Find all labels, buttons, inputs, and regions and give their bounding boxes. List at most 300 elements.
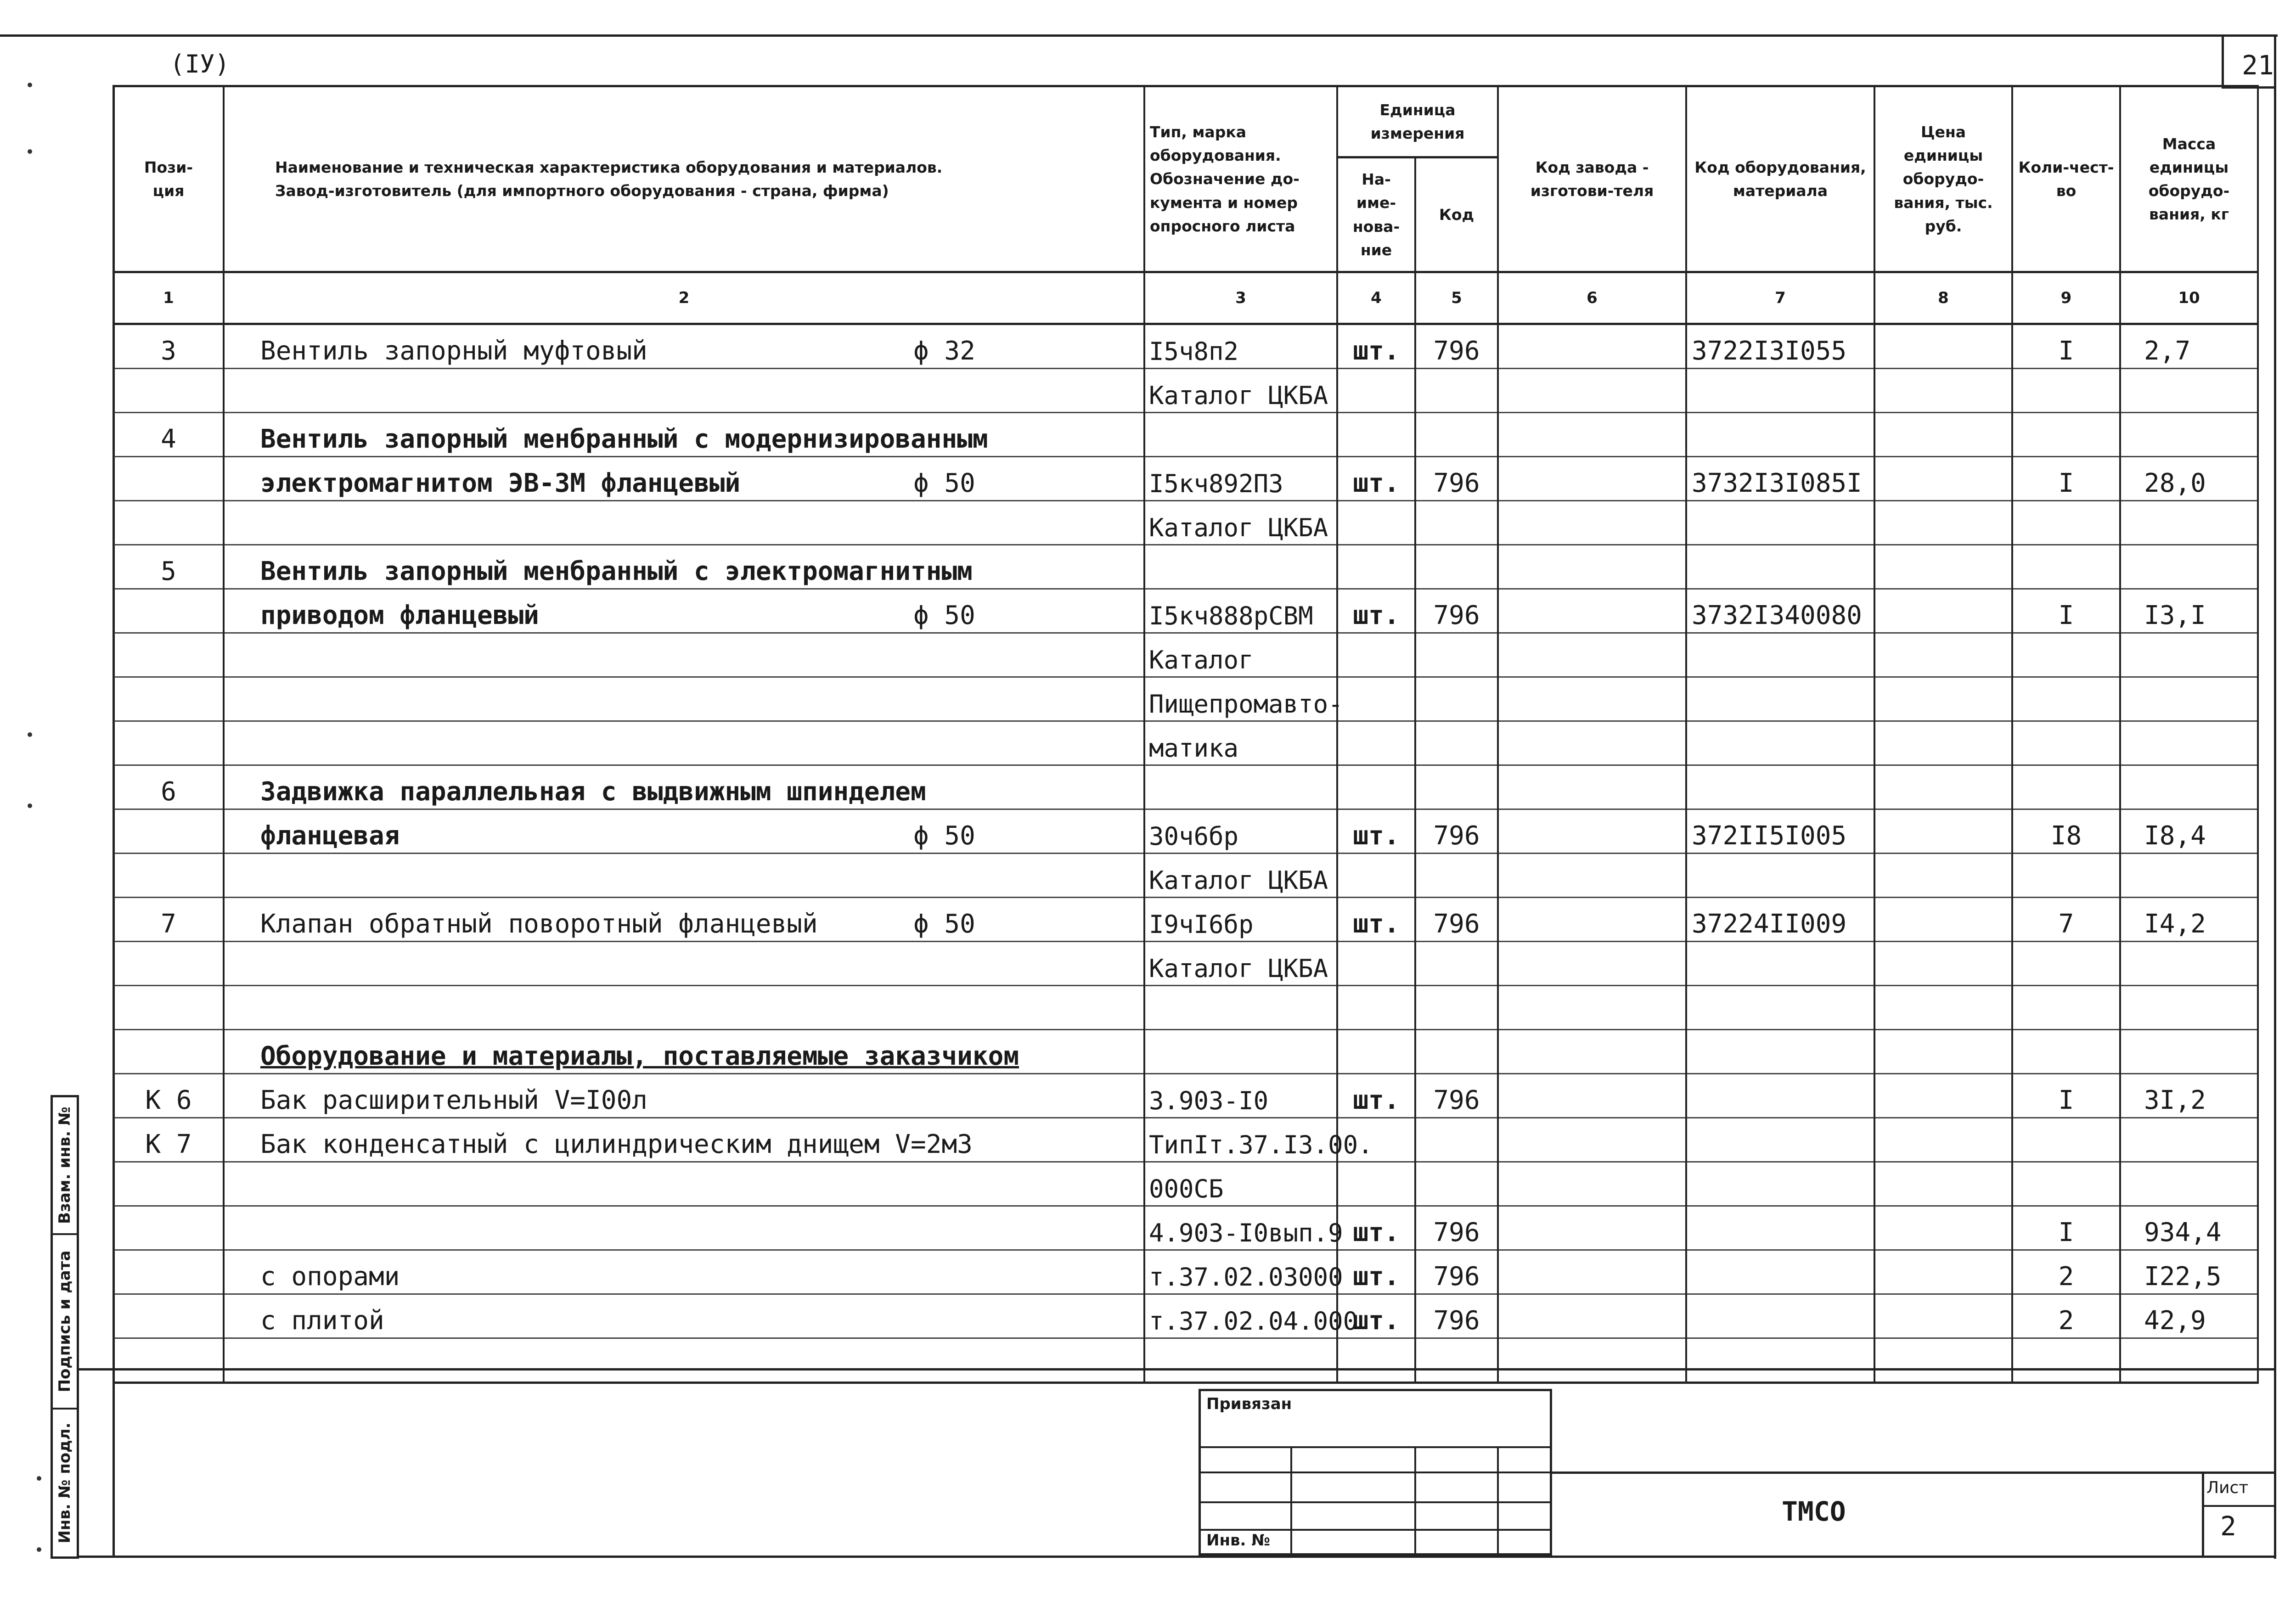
unit-name-cell bbox=[1337, 369, 1415, 413]
position-cell: 5 bbox=[113, 545, 224, 589]
equipment-code-cell bbox=[1686, 1338, 1874, 1383]
equipment-code-cell: 3732I340080 bbox=[1686, 589, 1874, 633]
unit-name-cell: шт. bbox=[1337, 1250, 1415, 1294]
plant-code-cell bbox=[1498, 1030, 1686, 1074]
tb-line bbox=[1290, 1446, 1292, 1556]
title-block-top-line bbox=[1552, 1472, 2276, 1474]
plant-code-cell bbox=[1498, 633, 1686, 677]
type-cell: т.37.02.04.000 bbox=[1144, 1294, 1337, 1338]
price-cell bbox=[1874, 545, 2012, 589]
column-number: 7 bbox=[1686, 272, 1874, 324]
header-price: Цена единицы оборудо-вания, тыс. руб. bbox=[1874, 86, 2012, 272]
table-row bbox=[113, 457, 2258, 501]
unit-code-cell: 796 bbox=[1415, 457, 1498, 501]
tb-line bbox=[1497, 1446, 1499, 1556]
sheet-box-line bbox=[2202, 1472, 2204, 1556]
header-quantity: Коли-чест-во bbox=[2012, 86, 2120, 272]
position-cell: 4 bbox=[113, 413, 224, 457]
table-row bbox=[113, 545, 2258, 589]
name-cell bbox=[224, 413, 1144, 457]
type-cell bbox=[1144, 986, 1337, 1030]
mass-cell: 3I,2 bbox=[2120, 1074, 2258, 1118]
plant-code-cell bbox=[1498, 854, 1686, 898]
plant-code-cell bbox=[1498, 1294, 1686, 1338]
header-unit-name: На-име-нова-ние bbox=[1337, 157, 1415, 272]
plant-code-cell bbox=[1498, 324, 1686, 369]
position-cell bbox=[113, 677, 224, 721]
quantity-cell bbox=[2012, 545, 2120, 589]
position-cell bbox=[113, 1294, 224, 1338]
column-number: 9 bbox=[2012, 272, 2120, 324]
equipment-code-cell bbox=[1686, 413, 1874, 457]
name-cell bbox=[224, 589, 1144, 633]
position-cell bbox=[113, 369, 224, 413]
mass-cell bbox=[2120, 1338, 2258, 1383]
column-numbers-row bbox=[113, 272, 2258, 324]
equipment-code-cell: 3722I3I055 bbox=[1686, 324, 1874, 369]
mass-cell bbox=[2120, 765, 2258, 809]
name-cell bbox=[224, 1030, 1144, 1074]
type-cell: Каталог ЦКБА bbox=[1144, 501, 1337, 545]
position-cell bbox=[113, 589, 224, 633]
column-number: 8 bbox=[1874, 272, 2012, 324]
plant-code-cell bbox=[1498, 1250, 1686, 1294]
unit-name-cell: шт. bbox=[1337, 898, 1415, 942]
quantity-cell bbox=[2012, 633, 2120, 677]
price-cell bbox=[1874, 633, 2012, 677]
table-row bbox=[113, 721, 2258, 765]
unit-name-cell bbox=[1337, 942, 1415, 986]
plant-code-cell bbox=[1498, 457, 1686, 501]
unit-code-cell: 796 bbox=[1415, 898, 1498, 942]
item-name: с опорами bbox=[260, 1262, 400, 1292]
name-cell bbox=[224, 501, 1144, 545]
position-cell bbox=[113, 1162, 224, 1206]
table-row bbox=[113, 413, 2258, 457]
header-plant-code: Код завода - изготови-теля bbox=[1498, 86, 1686, 272]
item-name: с плитой bbox=[260, 1306, 384, 1336]
type-cell: матика bbox=[1144, 721, 1337, 765]
column-number: 6 bbox=[1498, 272, 1686, 324]
specification-table bbox=[113, 85, 2259, 1384]
unit-name-cell bbox=[1337, 633, 1415, 677]
page-number: 21 bbox=[2242, 50, 2274, 81]
type-cell bbox=[1144, 1338, 1337, 1383]
table-row bbox=[113, 1118, 2258, 1162]
header-equipment-code: Код оборудования, материала bbox=[1686, 86, 1874, 272]
position-cell bbox=[113, 1206, 224, 1250]
nominal-diameter: ϕ 50 bbox=[913, 909, 975, 939]
unit-name-cell: шт. bbox=[1337, 809, 1415, 854]
table-row bbox=[113, 1294, 2258, 1338]
quantity-cell: 7 bbox=[2012, 898, 2120, 942]
unit-name-cell: шт. bbox=[1337, 1074, 1415, 1118]
plant-code-cell bbox=[1498, 677, 1686, 721]
item-name: Клапан обратный поворотный фланцевый bbox=[260, 909, 818, 939]
name-cell bbox=[224, 1294, 1144, 1338]
column-number: 2 bbox=[224, 272, 1144, 324]
quantity-cell: 2 bbox=[2012, 1250, 2120, 1294]
unit-code-cell bbox=[1415, 1030, 1498, 1074]
attached-label: Привязан bbox=[1206, 1395, 1292, 1413]
sheet-label: Лист bbox=[2206, 1478, 2249, 1497]
quantity-cell bbox=[2012, 1162, 2120, 1206]
plant-code-cell bbox=[1498, 1206, 1686, 1250]
mass-cell bbox=[2120, 721, 2258, 765]
type-cell: ТипIт.37.I3.00. bbox=[1144, 1118, 1337, 1162]
table-row bbox=[113, 1250, 2258, 1294]
attachment-block bbox=[1199, 1389, 1552, 1556]
mass-cell bbox=[2120, 545, 2258, 589]
plant-code-cell bbox=[1498, 501, 1686, 545]
sheet-id: (IУ) bbox=[170, 50, 230, 79]
plant-code-cell bbox=[1498, 1118, 1686, 1162]
item-name: электромагнитом ЭВ-3М фланцевый bbox=[260, 468, 741, 498]
price-cell bbox=[1874, 854, 2012, 898]
header-mass: Масса единицы оборудо-вания, кг bbox=[2120, 86, 2258, 272]
plant-code-cell bbox=[1498, 809, 1686, 854]
stamp-original-inv-label: Инв. № подл. bbox=[56, 1422, 74, 1544]
quantity-cell bbox=[2012, 413, 2120, 457]
column-number: 3 bbox=[1144, 272, 1337, 324]
quantity-cell bbox=[2012, 1338, 2120, 1383]
mass-cell bbox=[2120, 413, 2258, 457]
stamp-inv-number-label: Взам. инв. № bbox=[56, 1106, 74, 1224]
price-cell bbox=[1874, 677, 2012, 721]
unit-code-cell: 796 bbox=[1415, 324, 1498, 369]
nominal-diameter: ϕ 50 bbox=[913, 601, 975, 630]
mass-cell bbox=[2120, 986, 2258, 1030]
position-cell bbox=[113, 501, 224, 545]
type-cell: I5кч892П3 bbox=[1144, 457, 1337, 501]
unit-name-cell: шт. bbox=[1337, 457, 1415, 501]
name-cell bbox=[224, 986, 1144, 1030]
mass-cell: 28,0 bbox=[2120, 457, 2258, 501]
column-number: 1 bbox=[113, 272, 224, 324]
name-cell bbox=[224, 1074, 1144, 1118]
price-cell bbox=[1874, 324, 2012, 369]
price-cell bbox=[1874, 809, 2012, 854]
plant-code-cell bbox=[1498, 369, 1686, 413]
header-type: Тип, марка оборудования. Обозначение до-кумента и номер опросного листа bbox=[1144, 86, 1337, 272]
equipment-code-cell bbox=[1686, 501, 1874, 545]
unit-name-cell: шт. bbox=[1337, 589, 1415, 633]
quantity-cell bbox=[2012, 1118, 2120, 1162]
equipment-code-cell bbox=[1686, 854, 1874, 898]
name-cell bbox=[224, 1250, 1144, 1294]
mass-cell: I3,I bbox=[2120, 589, 2258, 633]
equipment-code-cell bbox=[1686, 633, 1874, 677]
unit-code-cell: 796 bbox=[1415, 589, 1498, 633]
name-cell bbox=[224, 1118, 1144, 1162]
position-cell: К 7 bbox=[113, 1118, 224, 1162]
table-row bbox=[113, 633, 2258, 677]
header-name: Наименование и техническая характеристика оборудования и материалов. Завод-изготовитель (для импортного оборудования - страна, фирма) bbox=[224, 86, 1144, 272]
unit-name-cell: шт. bbox=[1337, 1294, 1415, 1338]
price-cell bbox=[1874, 986, 2012, 1030]
item-name: Вентиль запорный менбранный с электромагнитным bbox=[260, 556, 973, 586]
mass-cell: I4,2 bbox=[2120, 898, 2258, 942]
unit-name-cell bbox=[1337, 854, 1415, 898]
unit-code-cell: 796 bbox=[1415, 1250, 1498, 1294]
quantity-cell bbox=[2012, 854, 2120, 898]
stamp-signature-date-label: Подпись и дата bbox=[56, 1250, 74, 1393]
unit-name-cell bbox=[1337, 986, 1415, 1030]
table-row bbox=[113, 589, 2258, 633]
price-cell bbox=[1874, 721, 2012, 765]
equipment-code-cell bbox=[1686, 1294, 1874, 1338]
position-cell bbox=[113, 854, 224, 898]
position-cell: 3 bbox=[113, 324, 224, 369]
equipment-code-cell bbox=[1686, 1118, 1874, 1162]
name-cell bbox=[224, 765, 1144, 809]
plant-code-cell bbox=[1498, 1074, 1686, 1118]
mass-cell bbox=[2120, 1030, 2258, 1074]
plant-code-cell bbox=[1498, 589, 1686, 633]
mass-cell: 42,9 bbox=[2120, 1294, 2258, 1338]
position-cell bbox=[113, 1030, 224, 1074]
quantity-cell bbox=[2012, 677, 2120, 721]
unit-code-cell bbox=[1415, 1162, 1498, 1206]
table-row bbox=[113, 898, 2258, 942]
position-cell bbox=[113, 1338, 224, 1383]
quantity-cell bbox=[2012, 942, 2120, 986]
table-row bbox=[113, 986, 2258, 1030]
table-row bbox=[113, 369, 2258, 413]
price-cell bbox=[1874, 1338, 2012, 1383]
name-cell bbox=[224, 1162, 1144, 1206]
type-cell: Каталог ЦКБА bbox=[1144, 942, 1337, 986]
unit-code-cell bbox=[1415, 1118, 1498, 1162]
quantity-cell: I bbox=[2012, 1074, 2120, 1118]
mass-cell bbox=[2120, 677, 2258, 721]
equipment-code-cell: 3732I3I085I bbox=[1686, 457, 1874, 501]
name-cell bbox=[224, 898, 1144, 942]
plant-code-cell bbox=[1498, 898, 1686, 942]
quantity-cell bbox=[2012, 765, 2120, 809]
price-cell bbox=[1874, 589, 2012, 633]
stamp-cell-original bbox=[53, 1410, 77, 1556]
frame-right-line bbox=[2274, 34, 2276, 1559]
quantity-cell bbox=[2012, 501, 2120, 545]
table-row bbox=[113, 809, 2258, 854]
name-cell bbox=[224, 633, 1144, 677]
unit-code-cell: 796 bbox=[1415, 809, 1498, 854]
punch-mark bbox=[28, 732, 32, 737]
header-position: Пози- ция bbox=[113, 86, 224, 272]
document-code: ТМСО bbox=[1782, 1496, 1846, 1527]
equipment-code-cell bbox=[1686, 1206, 1874, 1250]
price-cell bbox=[1874, 942, 2012, 986]
equipment-code-cell: 372II5I005 bbox=[1686, 809, 1874, 854]
unit-name-cell bbox=[1337, 765, 1415, 809]
table-row bbox=[113, 765, 2258, 809]
inv-label: Инв. № bbox=[1206, 1531, 1271, 1550]
plant-code-cell bbox=[1498, 1338, 1686, 1383]
table-row bbox=[113, 854, 2258, 898]
price-cell bbox=[1874, 369, 2012, 413]
equipment-code-cell bbox=[1686, 721, 1874, 765]
type-cell bbox=[1144, 413, 1337, 457]
unit-name-cell bbox=[1337, 1030, 1415, 1074]
price-cell bbox=[1874, 1162, 2012, 1206]
name-cell bbox=[224, 369, 1144, 413]
unit-code-cell: 796 bbox=[1415, 1294, 1498, 1338]
unit-code-cell: 796 bbox=[1415, 1206, 1498, 1250]
type-cell bbox=[1144, 765, 1337, 809]
mass-cell bbox=[2120, 1118, 2258, 1162]
position-cell: 7 bbox=[113, 898, 224, 942]
type-cell: I5ч8п2 bbox=[1144, 324, 1337, 369]
unit-code-cell bbox=[1415, 501, 1498, 545]
table-row bbox=[113, 1162, 2258, 1206]
name-cell bbox=[224, 854, 1144, 898]
equipment-code-cell bbox=[1686, 1162, 1874, 1206]
mass-cell bbox=[2120, 501, 2258, 545]
price-cell bbox=[1874, 765, 2012, 809]
equipment-code-cell bbox=[1686, 1030, 1874, 1074]
nominal-diameter: ϕ 50 bbox=[913, 821, 975, 851]
price-cell bbox=[1874, 1294, 2012, 1338]
unit-code-cell: 796 bbox=[1415, 1074, 1498, 1118]
unit-code-cell bbox=[1415, 986, 1498, 1030]
equipment-code-cell bbox=[1686, 765, 1874, 809]
punch-mark bbox=[28, 83, 32, 87]
name-cell bbox=[224, 721, 1144, 765]
mass-cell bbox=[2120, 369, 2258, 413]
type-cell: I5кч888рСВМ bbox=[1144, 589, 1337, 633]
price-cell bbox=[1874, 413, 2012, 457]
table-header bbox=[113, 86, 2258, 324]
unit-code-cell bbox=[1415, 854, 1498, 898]
table-row bbox=[113, 1074, 2258, 1118]
plant-code-cell bbox=[1498, 765, 1686, 809]
plant-code-cell bbox=[1498, 1162, 1686, 1206]
mass-cell bbox=[2120, 633, 2258, 677]
nominal-diameter: ϕ 32 bbox=[913, 336, 975, 366]
unit-code-cell bbox=[1415, 413, 1498, 457]
unit-name-cell bbox=[1337, 1338, 1415, 1383]
price-cell bbox=[1874, 457, 2012, 501]
price-cell bbox=[1874, 1030, 2012, 1074]
unit-code-cell bbox=[1415, 942, 1498, 986]
table-row bbox=[113, 1030, 2258, 1074]
position-cell bbox=[113, 457, 224, 501]
unit-name-cell bbox=[1337, 677, 1415, 721]
unit-code-cell bbox=[1415, 545, 1498, 589]
column-number: 10 bbox=[2120, 272, 2258, 324]
price-cell bbox=[1874, 501, 2012, 545]
type-cell: т.37.02.03000 bbox=[1144, 1250, 1337, 1294]
position-cell: К 6 bbox=[113, 1074, 224, 1118]
punch-mark bbox=[37, 1476, 41, 1481]
item-name: Вентиль запорный муфтовый bbox=[260, 336, 647, 366]
name-cell bbox=[224, 677, 1144, 721]
equipment-code-cell bbox=[1686, 677, 1874, 721]
mass-cell: I22,5 bbox=[2120, 1250, 2258, 1294]
quantity-cell: I bbox=[2012, 1206, 2120, 1250]
plant-code-cell bbox=[1498, 721, 1686, 765]
unit-name-cell: шт. bbox=[1337, 324, 1415, 369]
stamp-cell-signature bbox=[53, 1235, 77, 1410]
item-name: Оборудование и материалы, поставляемые заказчиком bbox=[260, 1041, 1019, 1071]
punch-mark bbox=[28, 803, 32, 808]
punch-mark bbox=[37, 1547, 41, 1552]
unit-code-cell bbox=[1415, 369, 1498, 413]
mass-cell bbox=[2120, 1162, 2258, 1206]
item-name: Вентиль запорный менбранный с модернизированным bbox=[260, 424, 988, 454]
frame-bottom-line bbox=[79, 1556, 2276, 1558]
type-cell: 30ч6бр bbox=[1144, 809, 1337, 854]
quantity-cell bbox=[2012, 369, 2120, 413]
quantity-cell bbox=[2012, 986, 2120, 1030]
position-cell bbox=[113, 1250, 224, 1294]
type-cell: 000СБ bbox=[1144, 1162, 1337, 1206]
unit-code-cell bbox=[1415, 765, 1498, 809]
table-row bbox=[113, 1338, 2258, 1383]
quantity-cell: I bbox=[2012, 324, 2120, 369]
unit-code-cell bbox=[1415, 633, 1498, 677]
type-cell: Каталог ЦКБА bbox=[1144, 369, 1337, 413]
column-number: 5 bbox=[1415, 272, 1498, 324]
mass-cell: I8,4 bbox=[2120, 809, 2258, 854]
type-cell: 3.903-I0 bbox=[1144, 1074, 1337, 1118]
mass-cell bbox=[2120, 854, 2258, 898]
quantity-cell bbox=[2012, 1030, 2120, 1074]
table-row bbox=[113, 501, 2258, 545]
name-cell bbox=[224, 809, 1144, 854]
plant-code-cell bbox=[1498, 986, 1686, 1030]
price-cell bbox=[1874, 1074, 2012, 1118]
item-name: Бак конденсатный с цилиндрическим днищем V=2м3 bbox=[260, 1129, 973, 1159]
plant-code-cell bbox=[1498, 942, 1686, 986]
plant-code-cell bbox=[1498, 545, 1686, 589]
equipment-code-cell bbox=[1686, 942, 1874, 986]
position-cell: 6 bbox=[113, 765, 224, 809]
margin-stamp bbox=[51, 1095, 79, 1559]
equipment-code-cell bbox=[1686, 986, 1874, 1030]
type-cell: Каталог bbox=[1144, 633, 1337, 677]
table-row bbox=[113, 677, 2258, 721]
table-row bbox=[113, 1206, 2258, 1250]
item-name: Бак расширительный V=I00л bbox=[260, 1085, 647, 1115]
type-cell: I9чI6бр bbox=[1144, 898, 1337, 942]
unit-code-cell bbox=[1415, 721, 1498, 765]
sheet-value: 2 bbox=[2220, 1511, 2236, 1542]
punch-mark bbox=[28, 149, 32, 154]
item-name: фланцевая bbox=[260, 821, 400, 851]
unit-name-cell bbox=[1337, 721, 1415, 765]
name-cell bbox=[224, 545, 1144, 589]
quantity-cell: I8 bbox=[2012, 809, 2120, 854]
mass-cell bbox=[2120, 942, 2258, 986]
equipment-code-cell bbox=[1686, 1250, 1874, 1294]
unit-name-cell bbox=[1337, 413, 1415, 457]
unit-code-cell bbox=[1415, 677, 1498, 721]
price-cell bbox=[1874, 1250, 2012, 1294]
unit-name-cell bbox=[1337, 1162, 1415, 1206]
name-cell bbox=[224, 324, 1144, 369]
bottom-zone-line bbox=[79, 1368, 2276, 1370]
quantity-cell: 2 bbox=[2012, 1294, 2120, 1338]
equipment-code-cell bbox=[1686, 369, 1874, 413]
price-cell bbox=[1874, 1206, 2012, 1250]
price-cell bbox=[1874, 898, 2012, 942]
position-cell bbox=[113, 721, 224, 765]
frame-top-line bbox=[0, 34, 2278, 37]
position-cell bbox=[113, 633, 224, 677]
equipment-code-cell: 37224II009 bbox=[1686, 898, 1874, 942]
